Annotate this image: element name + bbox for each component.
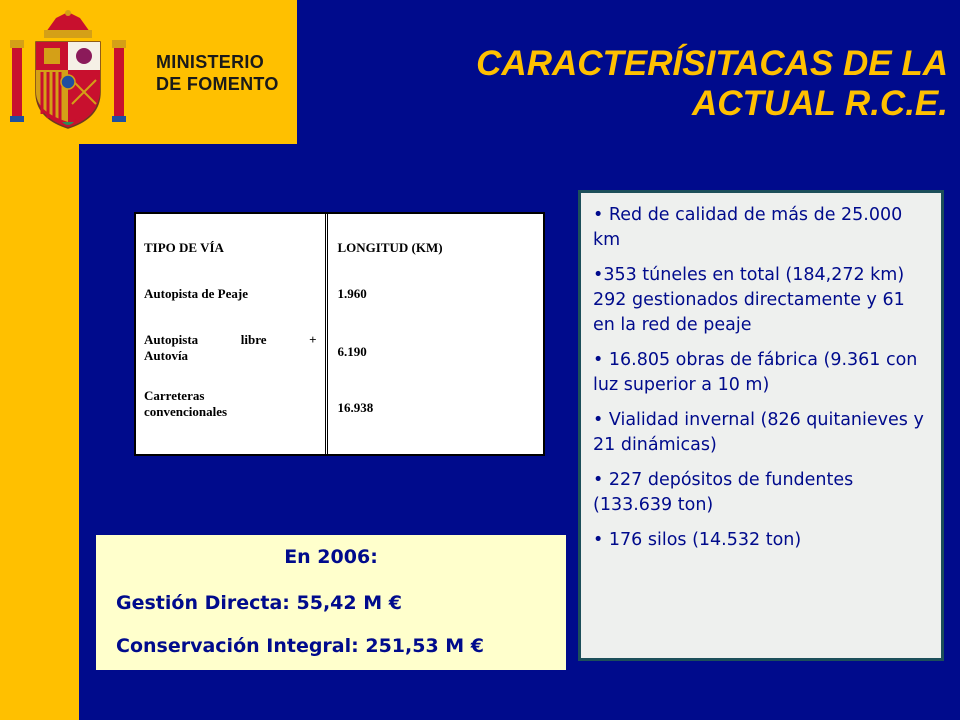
table-cell-longitud: 6.190 (337, 344, 367, 359)
page-title (476, 44, 948, 124)
bullet-item-text: •353 túneles en total (184,272 km) (593, 265, 905, 285)
spanish-coat-of-arms-icon (6, 10, 130, 134)
ministry-name-line1: MINISTERIO (156, 52, 265, 72)
ministry-logo-block (0, 0, 297, 144)
table-header-row (136, 214, 543, 274)
table-cell-tipo-line2: convencionales (144, 404, 228, 419)
page-title-line1: CARACTERÍSITACAS DE LA (476, 44, 948, 83)
bullet-item: • 16.805 obras de fábrica (9.361 con luz superior a 10 m) (593, 350, 918, 395)
road-length-table (134, 212, 545, 456)
ministry-name (156, 51, 279, 95)
summary-year: En 2006: (284, 546, 378, 568)
bullet-item-text: 292 gestionados directamente y 61 en la red de peaje (593, 290, 905, 335)
bullet-item: • Red de calidad de más de 25.000 km (593, 205, 903, 250)
table-cell-longitud: 16.938 (337, 400, 374, 415)
table-cell-tipo-word: Autopista (144, 332, 199, 347)
column-header-longitud: LONGITUD (KM) (337, 240, 443, 255)
table-cell-longitud: 1.960 (337, 286, 367, 301)
characteristics-panel (578, 190, 944, 661)
column-header-tipo: TIPO DE VÍA (136, 214, 326, 274)
bullet-item (593, 263, 929, 338)
table-row (136, 388, 543, 454)
summary-gestion-directa: Gestión Directa: 55,42 M € (116, 592, 402, 614)
table-row (136, 274, 543, 332)
table-cell-tipo: Autopista de Peaje (136, 274, 326, 332)
ministry-name-line2: DE FOMENTO (156, 74, 279, 94)
bullet-item: • Vialidad invernal (826 quitanieves y 21 dinámicas) (593, 410, 924, 455)
budget-summary-box (96, 535, 566, 670)
table-cell-tipo-word: + (309, 332, 317, 347)
table-cell-tipo (136, 388, 326, 454)
table-cell-tipo (136, 332, 326, 388)
bullet-item: • 227 depósitos de fundentes (133.639 ton) (593, 470, 854, 515)
table-row (136, 332, 543, 388)
summary-conservacion-integral: Conservación Integral: 251,53 M € (116, 635, 485, 657)
bullet-item: • 176 silos (14.532 ton) (593, 530, 802, 550)
table-cell-tipo-line1: Carreteras (144, 388, 205, 403)
table-cell-tipo-line2: Autovía (144, 348, 189, 363)
table-cell-tipo-word: libre (240, 332, 267, 347)
page-title-line2: ACTUAL R.C.E. (691, 84, 948, 123)
